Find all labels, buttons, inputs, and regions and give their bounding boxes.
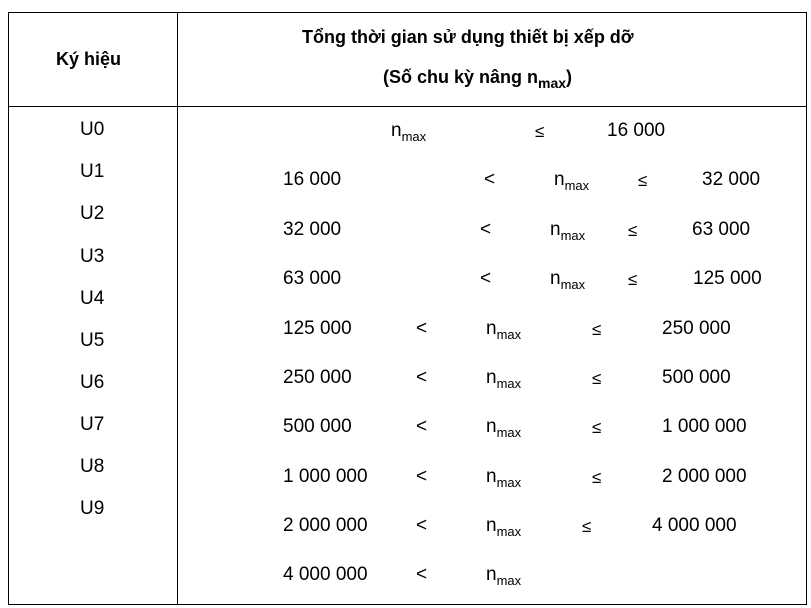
symbol-u0: U0: [80, 119, 105, 140]
symbol-u8: U8: [80, 456, 105, 477]
range-row-0-le: ≤: [535, 122, 545, 141]
range-row-2-n: $n_{max}$: [550, 219, 586, 243]
symbol-u4: U4: [80, 288, 105, 309]
range-row-7-upper: 2 000 000: [662, 466, 747, 487]
header-symbol: Ký hiệu: [56, 49, 122, 69]
header-divider: [9, 106, 806, 107]
range-row-5-upper: 500 000: [662, 367, 731, 388]
range-row-1-n: $n_{max}$: [554, 169, 590, 193]
range-row-4-lower: 125 000: [283, 318, 352, 339]
range-row-7-n: $n_{max}$: [486, 466, 522, 490]
range-row-8-le: ≤: [582, 517, 592, 536]
range-row-8-n: $n_{max}$: [486, 515, 522, 539]
symbol-u9: U9: [80, 498, 105, 519]
range-row-9-lt: <: [416, 564, 428, 585]
range-row-2-upper: 63 000: [692, 219, 751, 240]
range-row-4-le: ≤: [592, 320, 602, 339]
header-total-usage-title: Tổng thời gian sử dụng thiết bị xếp dỡ: [302, 27, 634, 47]
range-row-0-upper: 16 000: [607, 120, 666, 141]
range-row-3-le: ≤: [628, 270, 638, 289]
range-row-5-n: $n_{max}$: [486, 367, 522, 391]
range-row-7-le: ≤: [592, 468, 602, 487]
header-cycle-count: (Số chu kỳ nâng $n_{max}$): [383, 67, 573, 91]
range-row-2-lt: <: [480, 219, 492, 240]
range-row-3-n: $n_{max}$: [550, 268, 586, 292]
range-row-4-upper: 250 000: [662, 318, 731, 339]
range-row-8-upper: 4 000 000: [652, 515, 737, 536]
range-row-5-lt: <: [416, 367, 428, 388]
range-row-6-lt: <: [416, 416, 428, 437]
range-row-4-n: $n_{max}$: [486, 318, 522, 342]
symbol-u3: U3: [80, 246, 105, 267]
range-row-0-n: $n_{max}$: [391, 120, 427, 144]
symbol-u2: U2: [80, 203, 105, 224]
range-row-3-lt: <: [480, 268, 492, 289]
range-row-9-n: $n_{max}$: [486, 564, 522, 588]
range-row-8-lower: 2 000 000: [283, 515, 368, 536]
range-row-6-n: $n_{max}$: [486, 416, 522, 440]
range-row-3-upper: 125 000: [693, 268, 762, 289]
column-divider: [177, 13, 178, 604]
range-row-7-lower: 1 000 000: [283, 466, 368, 487]
range-row-5-lower: 250 000: [283, 367, 352, 388]
range-row-1-lt: <: [484, 169, 496, 190]
range-row-4-lt: <: [416, 318, 428, 339]
range-row-8-lt: <: [416, 515, 428, 536]
symbol-u5: U5: [80, 330, 105, 351]
range-row-1-upper: 32 000: [702, 169, 761, 190]
range-row-2-lower: 32 000: [283, 219, 342, 240]
range-row-5-le: ≤: [592, 369, 602, 388]
range-row-7-lt: <: [416, 466, 428, 487]
range-row-6-lower: 500 000: [283, 416, 352, 437]
symbol-u6: U6: [80, 372, 105, 393]
range-row-6-upper: 1 000 000: [662, 416, 747, 437]
range-row-3-lower: 63 000: [283, 268, 342, 289]
range-row-6-le: ≤: [592, 418, 602, 437]
symbol-u1: U1: [80, 161, 105, 182]
symbol-u7: U7: [80, 414, 105, 435]
range-row-1-lower: 16 000: [283, 169, 342, 190]
range-row-1-le: ≤: [638, 171, 648, 190]
range-row-2-le: ≤: [628, 221, 638, 240]
range-row-9-lower: 4 000 000: [283, 564, 368, 585]
